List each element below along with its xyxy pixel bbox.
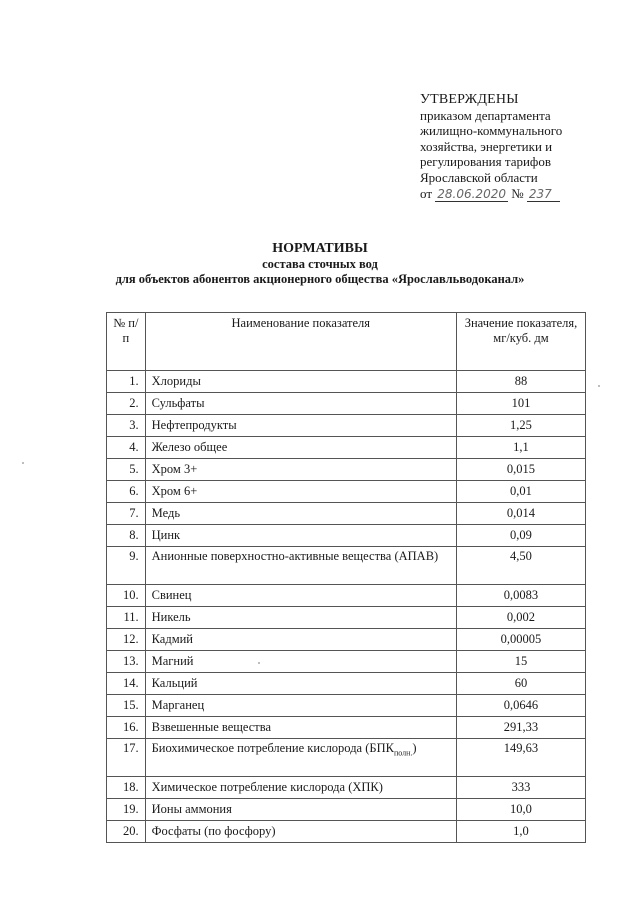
row-value: 1,25 <box>456 415 585 437</box>
row-value: 0,002 <box>456 607 585 629</box>
row-value: 291,33 <box>456 717 585 739</box>
scan-speck <box>258 662 260 664</box>
document-subtitle: для объектов абонентов акционерного общества «Ярославльводоканал» <box>115 272 525 286</box>
row-value: 0,0646 <box>456 695 585 717</box>
approval-order-line <box>420 186 620 203</box>
table-row <box>107 371 586 393</box>
row-number: 1. <box>107 371 146 393</box>
table-row <box>107 717 586 739</box>
order-date: 28.06.2020 <box>437 186 506 201</box>
row-number: 19. <box>107 799 146 821</box>
table-row <box>107 481 586 503</box>
row-value: 101 <box>456 393 585 415</box>
table-row <box>107 503 586 525</box>
table-row <box>107 799 586 821</box>
row-number: 20. <box>107 821 146 843</box>
row-number: 6. <box>107 481 146 503</box>
row-indicator-name: Анионные поверхностно-активные вещества (АПАВ) <box>145 547 456 585</box>
approval-line: Ярославской области <box>420 169 538 185</box>
table-header-row <box>107 313 586 371</box>
header-name: Наименование показателя <box>145 313 456 371</box>
table-row <box>107 459 586 481</box>
row-indicator-name: Свинец <box>145 585 456 607</box>
row-number: 10. <box>107 585 146 607</box>
table-row <box>107 585 586 607</box>
row-number: 9. <box>107 547 146 585</box>
row-indicator-name: Магний <box>145 651 456 673</box>
row-value: 0,014 <box>456 503 585 525</box>
row-value: 60 <box>456 673 585 695</box>
row-indicator-name: Кадмий <box>145 629 456 651</box>
row-value: 4,50 <box>456 547 585 585</box>
row-value: 1,1 <box>456 437 585 459</box>
table-row <box>107 393 586 415</box>
row-number: 12. <box>107 629 146 651</box>
row-value: 0,01 <box>456 481 585 503</box>
row-number: 4. <box>107 437 146 459</box>
approval-line: хозяйства, энергетики и <box>420 138 553 154</box>
scan-speck <box>22 462 24 464</box>
table-row <box>107 607 586 629</box>
header-num: № п/п <box>107 313 146 371</box>
row-indicator-name: Химическое потребление кислорода (ХПК) <box>145 777 456 799</box>
indicator-name-text: Биохимическое потребление кислорода (БПК <box>151 741 394 755</box>
scan-speck <box>598 385 600 387</box>
row-indicator-name: Хром 3+ <box>145 459 456 481</box>
table-row <box>107 673 586 695</box>
row-number: 11. <box>107 607 146 629</box>
order-number-sign: № <box>511 185 524 201</box>
document-heading <box>0 240 640 287</box>
row-indicator-name: Никель <box>145 607 456 629</box>
order-prefix: от <box>420 185 433 201</box>
row-value: 0,00005 <box>456 629 585 651</box>
order-number: 237 <box>527 187 560 202</box>
row-indicator-name: Марганец <box>145 695 456 717</box>
row-value: 149,63 <box>456 739 585 777</box>
row-indicator-name: Кальций <box>145 673 456 695</box>
row-indicator-name: Ионы аммония <box>145 799 456 821</box>
document-subtitle: состава сточных вод <box>262 257 378 271</box>
row-number: 7. <box>107 503 146 525</box>
approval-line: жилищно-коммунального <box>420 123 563 139</box>
row-indicator-name <box>145 739 456 777</box>
row-indicator-name: Нефтепродукты <box>145 415 456 437</box>
row-number: 3. <box>107 415 146 437</box>
row-number: 15. <box>107 695 146 717</box>
row-number: 14. <box>107 673 146 695</box>
table-row <box>107 739 586 777</box>
row-indicator-name: Железо общее <box>145 437 456 459</box>
row-number: 16. <box>107 717 146 739</box>
row-indicator-name: Сульфаты <box>145 393 456 415</box>
row-number: 2. <box>107 393 146 415</box>
table-row <box>107 629 586 651</box>
row-indicator-name: Цинк <box>145 525 456 547</box>
row-number: 17. <box>107 739 146 777</box>
table-row <box>107 525 586 547</box>
row-value: 333 <box>456 777 585 799</box>
row-indicator-name: Хлориды <box>145 371 456 393</box>
row-indicator-name: Хром 6+ <box>145 481 456 503</box>
table-row <box>107 821 586 843</box>
table-row <box>107 651 586 673</box>
approval-title: УТВЕРЖДЕНЫ <box>420 92 519 107</box>
approval-line: приказом департамента <box>420 107 551 123</box>
approval-block <box>420 92 620 202</box>
table-row <box>107 695 586 717</box>
row-value: 10,0 <box>456 799 585 821</box>
indicator-name-tail: ) <box>412 741 417 755</box>
header-value: Значение показателя, мг/куб. дм <box>456 313 585 371</box>
table-row <box>107 437 586 459</box>
row-value: 0,09 <box>456 525 585 547</box>
approval-line: регулирования тарифов <box>420 154 551 170</box>
document-title: НОРМАТИВЫ <box>272 241 368 256</box>
row-indicator-name: Взвешенные вещества <box>145 717 456 739</box>
table-row <box>107 415 586 437</box>
row-value: 0,0083 <box>456 585 585 607</box>
row-number: 18. <box>107 777 146 799</box>
row-value: 15 <box>456 651 585 673</box>
table-row <box>107 547 586 585</box>
row-value: 0,015 <box>456 459 585 481</box>
row-number: 13. <box>107 651 146 673</box>
row-value: 88 <box>456 371 585 393</box>
row-indicator-name: Фосфаты (по фосфору) <box>145 821 456 843</box>
table-row <box>107 777 586 799</box>
row-number: 8. <box>107 525 146 547</box>
row-number: 5. <box>107 459 146 481</box>
standards-table <box>106 312 586 843</box>
indicator-name-subscript: полн. <box>393 748 413 758</box>
row-value: 1,0 <box>456 821 585 843</box>
row-indicator-name: Медь <box>145 503 456 525</box>
